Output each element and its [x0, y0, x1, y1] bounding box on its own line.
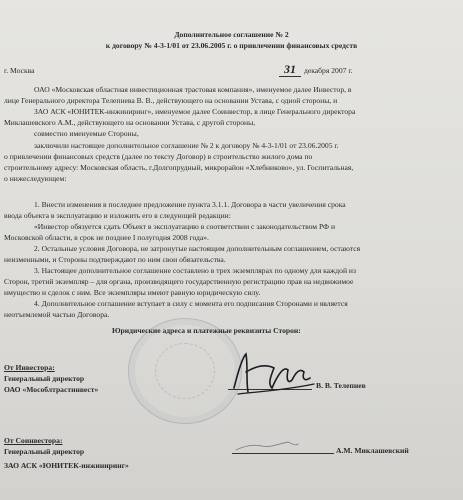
requisites-title: Юридические адреса и платежные реквизиты Сторон: — [112, 326, 301, 335]
investor-signer-name: В. В. Телепнев — [316, 381, 366, 390]
preamble-line-9: о нижеследующем: — [4, 174, 67, 183]
clause-3-line-1: 3. Настоящее дополнительное соглашение составлено в трех экземплярах по одному для каждой из — [34, 266, 356, 275]
document-subtitle: к договору № 4-3-1/01 от 23.06.2005 г. о привлечении финансовых средств — [105, 41, 358, 50]
preamble-line-4: Миклашевского А.М., действующего на основании Устава, с другой стороны, — [4, 118, 256, 127]
date-day-underline — [279, 76, 301, 77]
preamble-line-6: заключили настоящее дополнительное соглашение № 2 к договору № 4-3-1/01 от 23.06.2005 г. — [34, 141, 339, 150]
preamble-line-3: ЗАО АСК «ЮНИТЕК-инжиниринг», именуемое далее Соинвестор, в лице Генерального директора — [34, 107, 356, 116]
coinvestor-heading: От Соинвестора: — [4, 436, 63, 445]
clause-3-line-2: Сторон, третий экземпляр – для органа, производящего государственную регистрацию прав на недвижимое — [4, 277, 354, 286]
investor-org: ОАО «Мособлтрастинвест» — [4, 385, 99, 394]
investor-heading: От Инвестора: — [4, 363, 55, 372]
document-title: Дополнительное соглашение № 2 — [174, 30, 289, 39]
coinvestor-org: ЗАО АСК «ЮНИТЕК-инжиниринг» — [4, 461, 129, 470]
clause-1-line-3: «Инвестор обязуется сдать Объект в эксплуатацию в соответствии с законодательством РФ и — [34, 222, 336, 231]
clause-4-line-2: неотъемлемой частью Договора. — [4, 310, 110, 319]
city: г. Москва — [4, 66, 35, 75]
coinvestor-role: Генеральный директор — [4, 447, 85, 456]
date-rest: декабря 2007 г. — [304, 66, 353, 75]
preamble-line-7: о привлечении финансовых средств (далее по тексту Договор) в строительство жилого дома по — [4, 152, 313, 161]
preamble-line-1: ОАО «Московская областная инвестиционная трастовая компания», именуемое далее Инвестор, в — [34, 85, 352, 94]
clause-1-line-1: 1. Внести изменения в последнее предложение пункта 3.1.1. Договора в части увеличения срока — [34, 200, 346, 209]
clause-4-line-1: 4. Дополнительное соглашение вступает в силу с момента его подписания Сторонами и является — [34, 299, 348, 308]
clause-2-line-1: 2. Остальные условия Договора, не затронутые настоящим дополнительным соглашением, остаются — [34, 244, 361, 253]
coinvestor-signer-name: А.М. Миклашевский — [336, 446, 409, 455]
clause-2-line-2: неизменными, и Стороны подтверждают по ним свои обязательства. — [4, 255, 226, 264]
clause-1-line-4: Московской области, в срок не позднее I полугодия 2008 года». — [4, 233, 209, 242]
investor-role: Генеральный директор — [4, 374, 85, 383]
coinvestor-signature-icon — [232, 432, 302, 458]
company-seal-inner-ring — [155, 343, 215, 399]
clause-1-line-2: ввода объекта в эксплуатацию и изложить его в следующей редакции: — [4, 211, 231, 220]
investor-signature-icon — [226, 344, 318, 404]
preamble-line-2: лице Генерального директора Телепнева В. В., действующего на основании Устава, с одной стороны, и — [4, 96, 338, 105]
preamble-line-5: совместно именуемые Стороны, — [34, 129, 139, 138]
clause-3-line-3: имущество и сделок с ним. Все экземпляры имеют равную юридическую силу. — [4, 288, 261, 297]
preamble-line-8: строительному адресу: Московская область, г.Долгопрудный, микрорайон «Хлебниково», ул. Госпитальная, — [4, 163, 354, 172]
date-day-handwritten: 31 — [284, 62, 296, 76]
